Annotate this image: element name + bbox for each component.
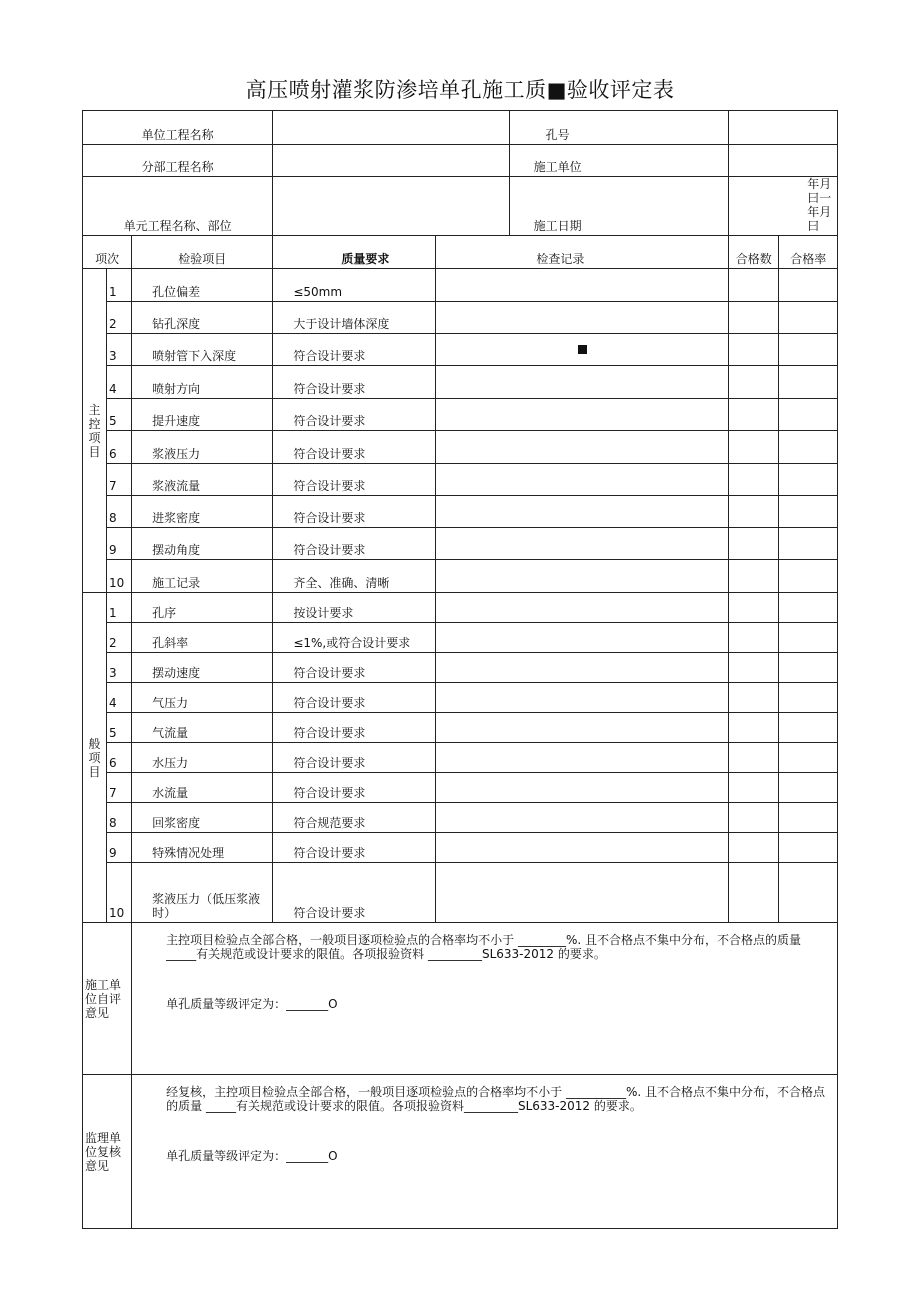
general-pass-count-field[interactable] [729, 863, 779, 923]
hole-no-field[interactable] [729, 111, 838, 145]
self-evaluation-label-line: 位自评 [85, 991, 122, 1006]
main-pass-rate-field[interactable] [779, 334, 838, 366]
supervision-review-label-line: 监理单 [85, 1130, 122, 1145]
general-inspection-record-field[interactable] [436, 623, 729, 653]
general-pass-rate-field[interactable] [779, 653, 838, 683]
main-pass-rate-field[interactable] [779, 496, 838, 528]
general-inspection-record-field[interactable] [436, 743, 729, 773]
main-inspection-record-field[interactable] [436, 464, 729, 496]
general-pass-rate-field[interactable] [779, 593, 838, 623]
general-item-name: 水流量 [132, 773, 273, 803]
main-item-name: 摆动角度 [132, 528, 273, 560]
division-project-field[interactable] [273, 145, 509, 177]
main-inspection-record-field[interactable] [436, 560, 729, 593]
supervision-review-label-line: 意见 [85, 1158, 110, 1173]
main-item-name: 喷射方向 [132, 366, 273, 399]
main-pass-count-field[interactable] [729, 399, 779, 431]
general-inspection-record-field[interactable] [436, 713, 729, 743]
general-pass-rate-field[interactable] [779, 713, 838, 743]
general-quality-req: 符合规范要求 [273, 803, 436, 833]
main-pass-count-field[interactable] [729, 464, 779, 496]
construction-date-value[interactable]: 年月曰一年月曰 [729, 177, 838, 236]
general-group-label-char: 般 [88, 736, 101, 751]
general-item-no: 7 [107, 773, 132, 803]
col-header-inspection-record: 检查记录 [436, 236, 729, 269]
general-group-label [83, 593, 107, 923]
main-pass-count-field[interactable] [729, 269, 779, 302]
main-pass-count-field[interactable] [729, 431, 779, 464]
supervision-review-body[interactable] [132, 1075, 838, 1229]
main-pass-rate-field[interactable] [779, 431, 838, 464]
col-header-pass-count: 合格数 [729, 236, 779, 269]
general-quality-req: 符合设计要求 [273, 713, 436, 743]
general-item-no: 3 [107, 653, 132, 683]
col-header-item: 项次 [83, 236, 132, 269]
main-item-name: 浆液压力 [132, 431, 273, 464]
unit-project-field[interactable] [273, 111, 509, 145]
general-item-name: 气压力 [132, 683, 273, 713]
main-item-no: 3 [107, 334, 132, 366]
main-inspection-record-field[interactable] [436, 431, 729, 464]
general-pass-rate-field[interactable] [779, 833, 838, 863]
main-pass-count-field[interactable] [729, 302, 779, 334]
general-item-name: 孔序 [132, 593, 273, 623]
main-inspection-record-field[interactable] [436, 269, 729, 302]
general-item-no: 5 [107, 713, 132, 743]
main-item-name: 孔位偏差 [132, 269, 273, 302]
construction-unit-label: 施工单位 [509, 145, 729, 177]
main-item-no: 6 [107, 431, 132, 464]
main-item-name: 提升速度 [132, 399, 273, 431]
main-pass-rate-field[interactable] [779, 528, 838, 560]
general-pass-count-field[interactable] [729, 623, 779, 653]
main-quality-req: 符合设计要求 [273, 366, 436, 399]
hole-no-label: 孔号 [509, 111, 729, 145]
record-mark [578, 345, 587, 354]
main-quality-req: 符合设计要求 [273, 496, 436, 528]
self-evaluation-grade-line: 单孔质量等级评定为：_______O [166, 997, 338, 1011]
self-evaluation-label [83, 923, 132, 1075]
general-quality-req: 符合设计要求 [273, 863, 436, 923]
main-item-no: 2 [107, 302, 132, 334]
col-header-quality-req: 质量要求 [273, 236, 436, 269]
unit-project-label: 单位工程名称 [83, 111, 273, 145]
main-item-no: 9 [107, 528, 132, 560]
main-quality-req: 符合设计要求 [273, 399, 436, 431]
general-quality-req: 符合设计要求 [273, 743, 436, 773]
supervision-review-label [83, 1075, 132, 1229]
main-inspection-record-field[interactable] [436, 334, 729, 366]
supervision-review-label-line: 位复核 [85, 1144, 122, 1159]
main-quality-req: 大于设计墙体深度 [273, 302, 436, 334]
general-inspection-record-field[interactable] [436, 863, 729, 923]
element-project-field[interactable] [273, 177, 509, 236]
general-pass-rate-field[interactable] [779, 623, 838, 653]
general-item-no: 8 [107, 803, 132, 833]
division-project-label: 分部工程名称 [83, 145, 273, 177]
main-item-no: 7 [107, 464, 132, 496]
main-quality-req: 符合设计要求 [273, 431, 436, 464]
general-pass-count-field[interactable] [729, 653, 779, 683]
construction-unit-field[interactable] [729, 145, 838, 177]
general-pass-count-field[interactable] [729, 713, 779, 743]
general-item-name: 特殊情况处理 [132, 833, 273, 863]
self-evaluation-paragraph: 主控项目检验点全部合格，一般项目逐项检验点的合格率均不小于 ________%. 且不合格点不集中分布，不合格点的质量 _____有关规范或设计要求的限值。各项报验资料 _________SL633-2012 的要求。 [166, 933, 801, 961]
main-quality-req: 符合设计要求 [273, 334, 436, 366]
general-item-name: 浆液压力（低压浆液时） [132, 863, 273, 923]
general-item-no: 2 [107, 623, 132, 653]
supervision-review-paragraph: 经复核，主控项目检验点全部合格，一般项目逐项检验点的合格率均不小于 __________%. 且不合格点不集中分布，不合格点的质量 _____有关规范或设计要求的限值。各项报验资料_________SL633-2012 的要求。 [166, 1085, 825, 1113]
general-pass-count-field[interactable] [729, 773, 779, 803]
main-item-no: 4 [107, 366, 132, 399]
main-item-no: 1 [107, 269, 132, 302]
main-item-name: 喷射管下入深度 [132, 334, 273, 366]
main-group-label-char: 主 [88, 402, 101, 417]
general-pass-rate-field[interactable] [779, 743, 838, 773]
main-pass-count-field[interactable] [729, 496, 779, 528]
construction-date-label: 施工日期 [509, 177, 729, 236]
general-item-name: 回浆密度 [132, 803, 273, 833]
self-evaluation-label-line: 施工单 [85, 977, 122, 992]
general-item-name: 摆动速度 [132, 653, 273, 683]
general-inspection-record-field[interactable] [436, 833, 729, 863]
general-quality-req: 按设计要求 [273, 593, 436, 623]
general-item-no: 1 [107, 593, 132, 623]
general-inspection-record-field[interactable] [436, 773, 729, 803]
col-header-pass-rate: 合格率 [779, 236, 838, 269]
main-pass-rate-field[interactable] [779, 302, 838, 334]
general-quality-req: ≤1%,或符合设计要求 [273, 623, 436, 653]
main-item-no: 8 [107, 496, 132, 528]
general-quality-req: 符合设计要求 [273, 833, 436, 863]
general-pass-count-field[interactable] [729, 803, 779, 833]
main-inspection-record-field[interactable] [436, 528, 729, 560]
general-group-label-char: 目 [88, 764, 101, 779]
supervision-review-grade-line: 单孔质量等级评定为：_______O [166, 1149, 338, 1163]
main-pass-count-field[interactable] [729, 334, 779, 366]
general-pass-rate-field[interactable] [779, 773, 838, 803]
main-pass-rate-field[interactable] [779, 560, 838, 593]
general-item-name: 气流量 [132, 713, 273, 743]
general-item-no: 6 [107, 743, 132, 773]
self-evaluation-body[interactable] [132, 923, 838, 1075]
main-group-label-char: 控 [88, 416, 101, 431]
general-item-name: 水压力 [132, 743, 273, 773]
main-quality-req: ≤50mm [273, 269, 436, 302]
general-pass-count-field[interactable] [729, 743, 779, 773]
general-inspection-record-field[interactable] [436, 683, 729, 713]
general-pass-count-field[interactable] [729, 593, 779, 623]
general-inspection-record-field[interactable] [436, 803, 729, 833]
general-pass-count-field[interactable] [729, 683, 779, 713]
main-item-no: 10 [107, 560, 132, 593]
main-pass-rate-field[interactable] [779, 366, 838, 399]
main-group-label-char: 项 [88, 430, 101, 445]
general-inspection-record-field[interactable] [436, 593, 729, 623]
general-quality-req: 符合设计要求 [273, 653, 436, 683]
main-group-label-char: 目 [88, 444, 101, 459]
general-group-label-char: 项 [88, 750, 101, 765]
self-evaluation-label-line: 意见 [85, 1005, 110, 1020]
main-group-label [83, 269, 107, 593]
general-pass-rate-field[interactable] [779, 863, 838, 923]
main-inspection-record-field[interactable] [436, 399, 729, 431]
main-pass-rate-field[interactable] [779, 464, 838, 496]
main-pass-count-field[interactable] [729, 366, 779, 399]
main-pass-count-field[interactable] [729, 528, 779, 560]
main-item-name: 进浆密度 [132, 496, 273, 528]
general-pass-rate-field[interactable] [779, 683, 838, 713]
main-quality-req: 符合设计要求 [273, 464, 436, 496]
main-inspection-record-field[interactable] [436, 302, 729, 334]
main-item-name: 施工记录 [132, 560, 273, 593]
general-quality-req: 符合设计要求 [273, 683, 436, 713]
main-pass-count-field[interactable] [729, 560, 779, 593]
general-item-no: 10 [107, 863, 132, 923]
main-pass-rate-field[interactable] [779, 269, 838, 302]
general-item-name: 孔斜率 [132, 623, 273, 653]
general-item-no: 4 [107, 683, 132, 713]
col-header-inspection-item: 检验项目 [132, 236, 273, 269]
main-quality-req: 符合设计要求 [273, 528, 436, 560]
element-project-label: 单元工程名称、部位 [83, 177, 273, 236]
main-item-no: 5 [107, 399, 132, 431]
form-title: 高压喷射灌浆防渗培单孔施工质■验收评定表 [245, 78, 675, 102]
general-pass-count-field[interactable] [729, 833, 779, 863]
main-inspection-record-field[interactable] [436, 496, 729, 528]
main-quality-req: 齐全、准确、清晰 [273, 560, 436, 593]
main-item-name: 浆液流量 [132, 464, 273, 496]
evaluation-form-table [82, 110, 838, 1229]
main-pass-rate-field[interactable] [779, 399, 838, 431]
general-inspection-record-field[interactable] [436, 653, 729, 683]
main-inspection-record-field[interactable] [436, 366, 729, 399]
general-item-no: 9 [107, 833, 132, 863]
general-pass-rate-field[interactable] [779, 803, 838, 833]
general-quality-req: 符合设计要求 [273, 773, 436, 803]
main-item-name: 钻孔深度 [132, 302, 273, 334]
